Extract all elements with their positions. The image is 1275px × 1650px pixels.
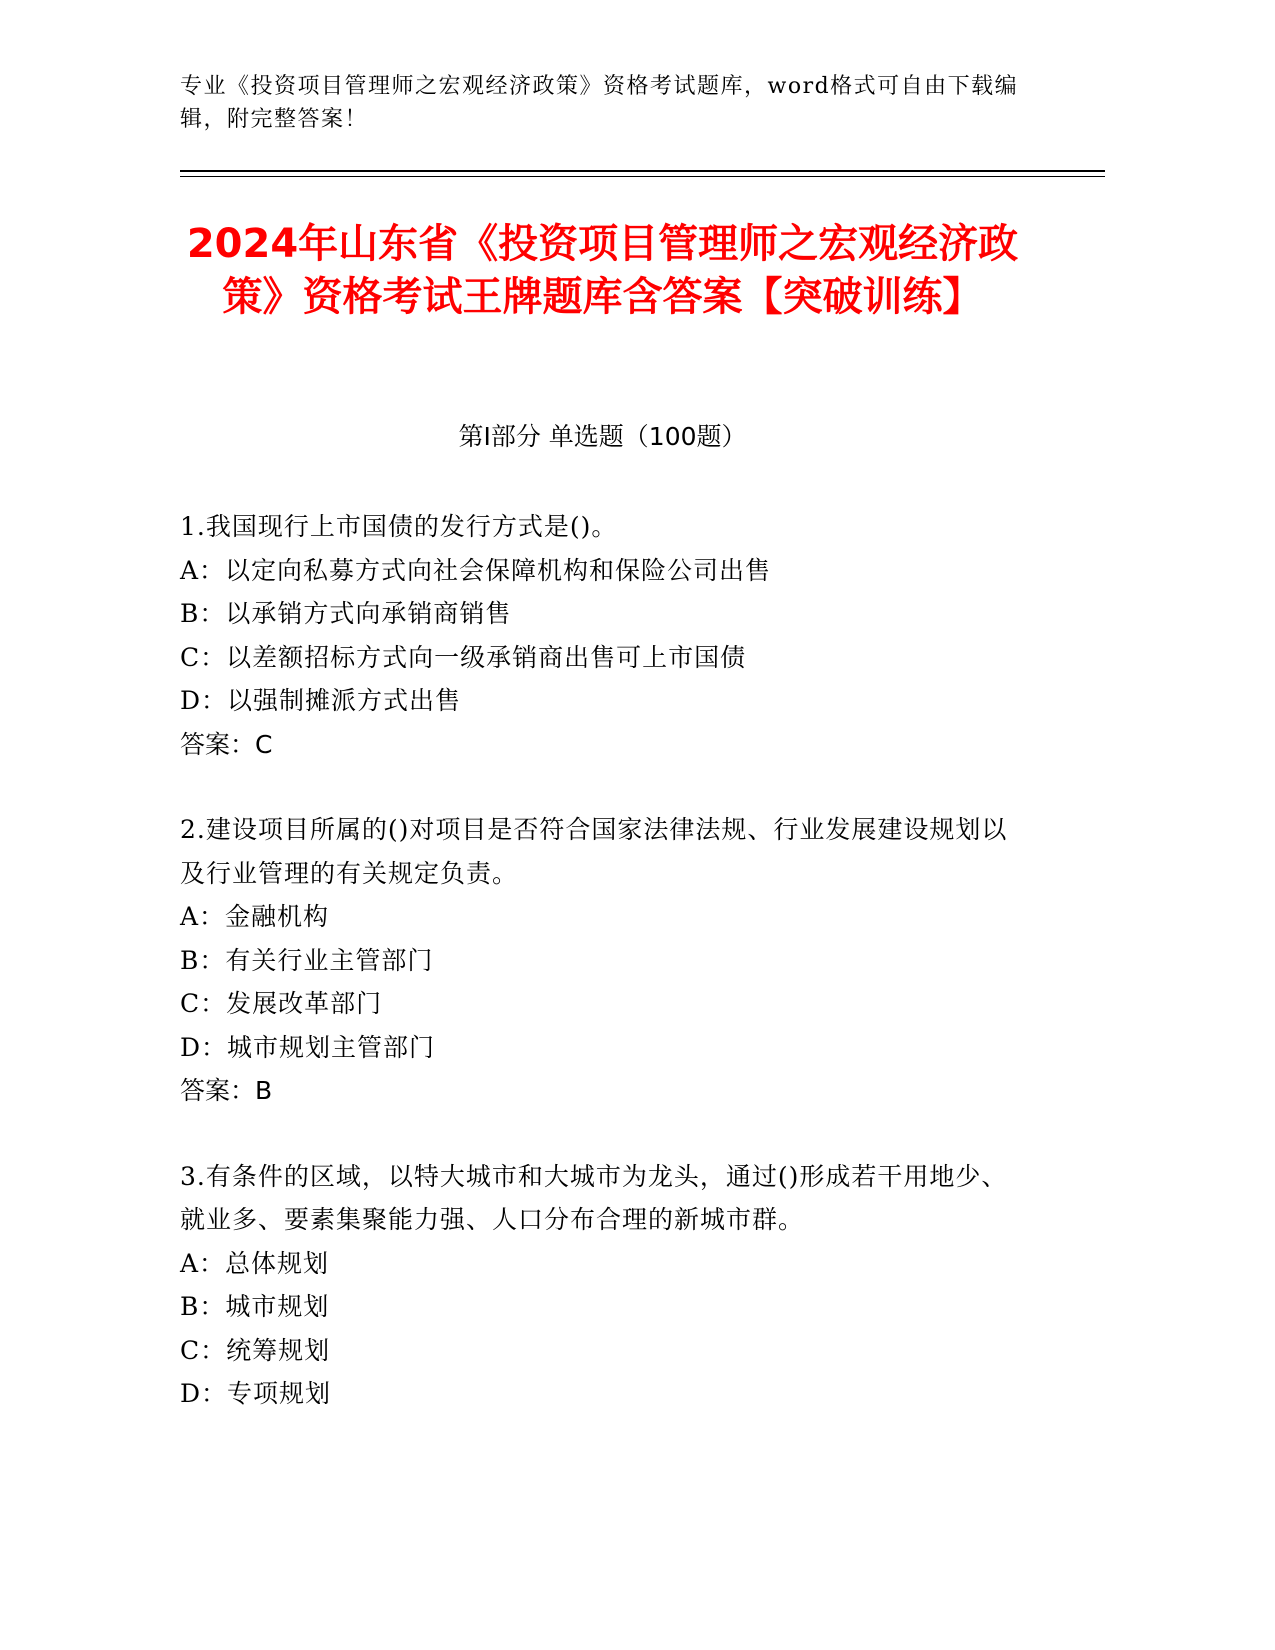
option-b: B：以承销方式向承销商销售 (180, 599, 512, 628)
option-d: D：以强制摊派方式出售 (180, 686, 462, 715)
option-d: D：城市规划主管部门 (180, 1032, 436, 1062)
option-c: C：以差额招标方式向一级承销商出售可上市国债 (180, 642, 747, 672)
question-2 (180, 808, 1025, 1113)
question-stem: 1.我国现行上市国债的发行方式是()。 (180, 512, 618, 541)
question-1 (180, 505, 1025, 766)
answer: 答案：B (180, 1076, 273, 1105)
option-c: C：统筹规划 (180, 1335, 331, 1365)
option-a: A：以定向私募方式向社会保障机构和保险公司出售 (180, 555, 772, 585)
question-stem: 3.有条件的区域，以特大城市和大城市为龙头，通过()形成若干用地少、就业多、要素集聚能力强、人口分布合理的新城市群。 (180, 1161, 1008, 1234)
option-a: A：总体规划 (180, 1248, 330, 1278)
question-3 (180, 1155, 1025, 1416)
answer: 答案：C (180, 729, 273, 759)
question-list (180, 505, 1025, 1458)
header-note: 专业《投资项目管理师之宏观经济政策》资格考试题库，word格式可自由下载编辑，附完整答案！ (180, 74, 1019, 132)
option-b: B：城市规划 (180, 1292, 330, 1321)
header-rule-thick (180, 170, 1105, 172)
option-c: C：发展改革部门 (180, 989, 383, 1018)
document-title: 2024年山东省《投资项目管理师之宏观经济政策》资格考试王牌题库含答案【突破训练】 (186, 221, 1019, 320)
option-a: A：金融机构 (180, 902, 330, 931)
header-rule-thin (180, 176, 1105, 177)
option-d: D：专项规划 (180, 1379, 332, 1408)
section-title: 第I部分 单选题（100题） (458, 422, 747, 451)
document-page (180, 0, 1105, 1650)
option-b: B：有关行业主管部门 (180, 945, 434, 975)
question-stem: 2.建设项目所属的()对项目是否符合国家法律法规、行业发展建设规划以及行业管理的有关规定负责。 (180, 815, 1008, 888)
